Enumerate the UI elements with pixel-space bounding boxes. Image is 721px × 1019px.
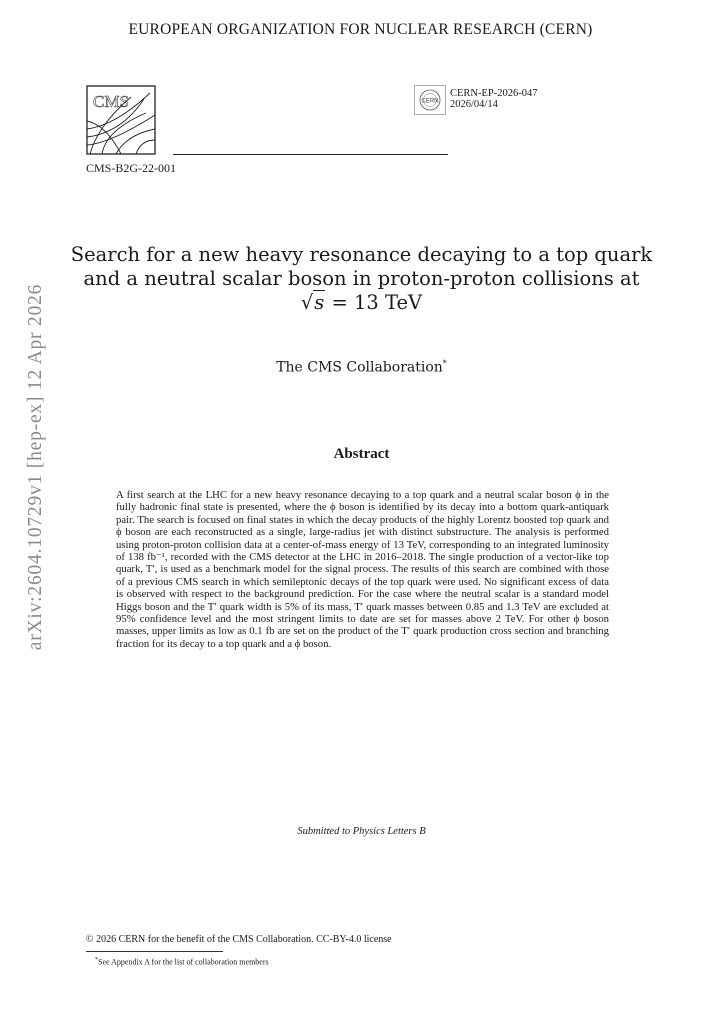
report-id-block: [450, 88, 538, 110]
sqrt-s: s: [314, 291, 325, 314]
title-line-2: and a neutral scalar boson in proton-proton collisions at: [83, 267, 640, 290]
cern-logo: [414, 85, 446, 115]
paper-title: [60, 243, 663, 315]
copyright: © 2026 CERN for the benefit of the CMS Collaboration. CC-BY-4.0 license: [86, 934, 392, 945]
footnote-mark: *: [95, 957, 98, 963]
footnote-text: See Appendix A for the list of collaboration members: [98, 957, 269, 967]
cms-logo: [86, 85, 156, 155]
arxiv-stamp: arXiv:2604.10729v1 [hep-ex] 12 Apr 2026: [25, 283, 46, 651]
cms-paper-number: CMS-B2G-22-001: [86, 161, 177, 175]
collaboration: [60, 359, 663, 376]
sqrt-symbol: √: [300, 291, 314, 314]
organization-header: EUROPEAN ORGANIZATION FOR NUCLEAR RESEARCH (CERN): [128, 21, 593, 38]
energy-value: = 13 TeV: [325, 291, 423, 314]
cern-logo-text: CERN: [421, 98, 439, 105]
footnote: [95, 957, 269, 967]
collaboration-footnote-mark: *: [442, 359, 447, 368]
cms-logo-text: CMS: [93, 92, 129, 111]
title-line-3: [60, 291, 663, 315]
report-date: 2026/04/14: [450, 99, 498, 110]
collaboration-name: The CMS Collaboration: [276, 359, 443, 376]
submitted-note: Submitted to Physics Letters B: [297, 826, 426, 837]
header-rule: [173, 154, 448, 155]
abstract-text: A first search at the LHC for a new heavy resonance decaying to a top quark and a neutral scalar boson ϕ in the fully hadronic final state is presented, where the ϕ boson is identified by its decay into a bottom quark-antiquark pair. The search is focused on final states in which the decay products of the highly Lorentz boosted top quark and ϕ boson are each reconstructed as a single, large-radius jet with distinct substructure. The analysis is performed using proton-proton collision data at a center-of-mass energy of 13 TeV, corresponding to an integrated luminosity of 138 fb⁻¹, recorded with the CMS detector at the LHC in 2016–2018. The single production of a vector-like top quark, T′, is used as a benchmark model for the signal process. The results of this search are combined with those of a previous CMS search in which semileptonic decays of the top quark were used. No significant excess of data is observed with respect to the background prediction. For the case where the neutral scalar is a standard model Higgs boson and the T′ quark width is 5% of its mass, T′ quark masses between 0.85 and 1.3 TeV are excluded at 95% confidence level and the most stringent limits to date are set for masses above 2 TeV. For other ϕ boson masses, upper limits as low as 0.1 fb are set on the product of the T′ quark production cross section and branching fraction for its decay to a top quark and a ϕ boson.: [116, 489, 609, 650]
abstract-heading: Abstract: [333, 446, 390, 462]
footnote-rule: [86, 951, 223, 952]
report-number: CERN-EP-2026-047: [450, 88, 538, 99]
title-line-1: Search for a new heavy resonance decaying to a top quark: [70, 243, 653, 266]
